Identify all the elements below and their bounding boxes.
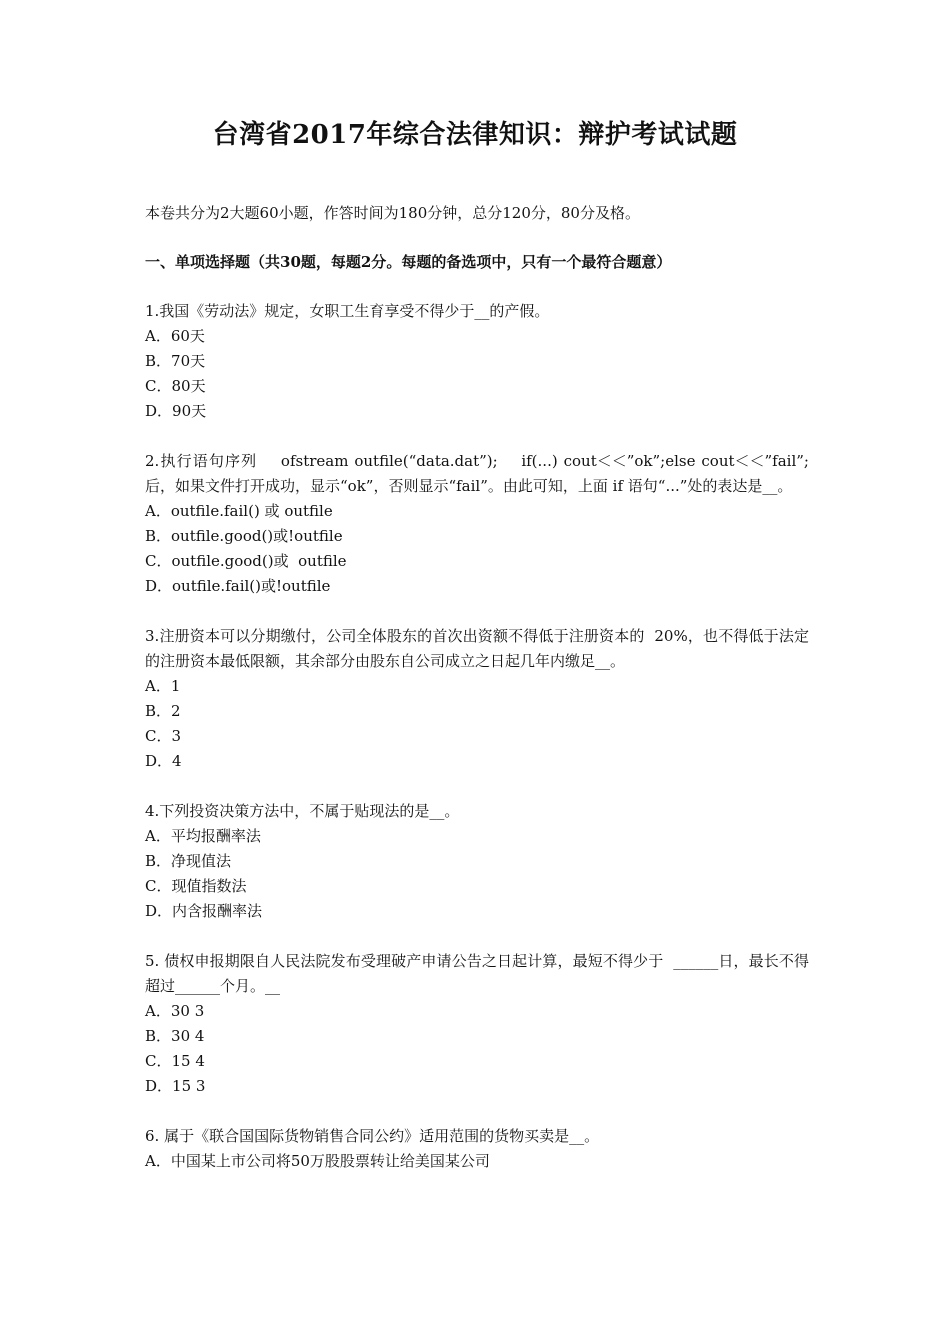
question-text: 6. 属于《联合国国际货物销售合同公约》适用范围的货物买卖是__。 [145, 1127, 600, 1145]
option-d: D．4 [145, 752, 182, 770]
option-c: C．15 4 [145, 1052, 205, 1070]
option-c: C．outfile.good()或 outfile [145, 552, 347, 570]
option-a: A．平均报酬率法 [145, 827, 261, 845]
option-d: D．outfile.fail()或!outfile [145, 577, 331, 595]
section-title: 一、单项选择题（共30题，每题2分。每题的备选项中，只有一个最符合题意） [145, 253, 672, 271]
document-body [145, 201, 829, 1199]
question-4 [145, 799, 809, 924]
option-list [145, 1149, 809, 1174]
question-text: 2.执行语句序列 ofstream outfile(“data.dat”); if(...) cout＜＜”ok”;else cout＜＜”fail”; 后，如果文件打开成功，显示“ok”，否则显示“fail”。由此可知，上面 if 语句“...”处的表达是__。 [145, 452, 829, 495]
question-text: 5. 债权申报期限自人民法院发布受理破产申请公告之日起计算，最短不得少于 ______日，最长不得超过______个月。__ [145, 952, 809, 995]
option-d: D．15 3 [145, 1077, 206, 1095]
option-list [145, 674, 809, 774]
document-title: 台湾省2017年综合法律知识：辩护考试试题 [212, 120, 738, 150]
question-3 [145, 624, 809, 774]
option-a: A．中国某上市公司将50万股股票转让给美国某公司 [145, 1152, 490, 1170]
question-text: 4.下列投资决策方法中，不属于贴现法的是__。 [145, 802, 460, 820]
option-c: C．80天 [145, 377, 206, 395]
option-d: D．内含报酬率法 [145, 902, 263, 920]
option-b: B．2 [145, 702, 181, 720]
option-c: C．现值指数法 [145, 877, 247, 895]
option-b: B．70天 [145, 352, 206, 370]
question-1 [145, 299, 809, 424]
exam-intro: 本卷共分为2大题60小题，作答时间为180分钟，总分120分，80分及格。 [145, 204, 640, 222]
question-5 [145, 949, 809, 1099]
option-list [145, 499, 809, 599]
option-b: B．净现值法 [145, 852, 232, 870]
option-a: A．1 [145, 677, 181, 695]
option-a: A．30 3 [145, 1002, 205, 1020]
question-text: 3.注册资本可以分期缴付，公司全体股东的首次出资额不得低于注册资本的 20%，也不得低于法定的注册资本最低限额，其余部分由股东自公司成立之日起几年内缴足__。 [145, 627, 809, 670]
option-list [145, 824, 809, 924]
question-6 [145, 1124, 809, 1174]
option-list [145, 324, 809, 424]
option-b: B．outfile.good()或!outfile [145, 527, 343, 545]
option-d: D．90天 [145, 402, 207, 420]
option-c: C．3 [145, 727, 182, 745]
question-2 [145, 449, 829, 599]
option-a: A．60天 [145, 327, 205, 345]
question-text: 1.我国《劳动法》规定，女职工生育享受不得少于__的产假。 [145, 302, 550, 320]
option-b: B．30 4 [145, 1027, 205, 1045]
option-a: A．outfile.fail() 或 outfile [145, 502, 333, 520]
option-list [145, 999, 809, 1099]
